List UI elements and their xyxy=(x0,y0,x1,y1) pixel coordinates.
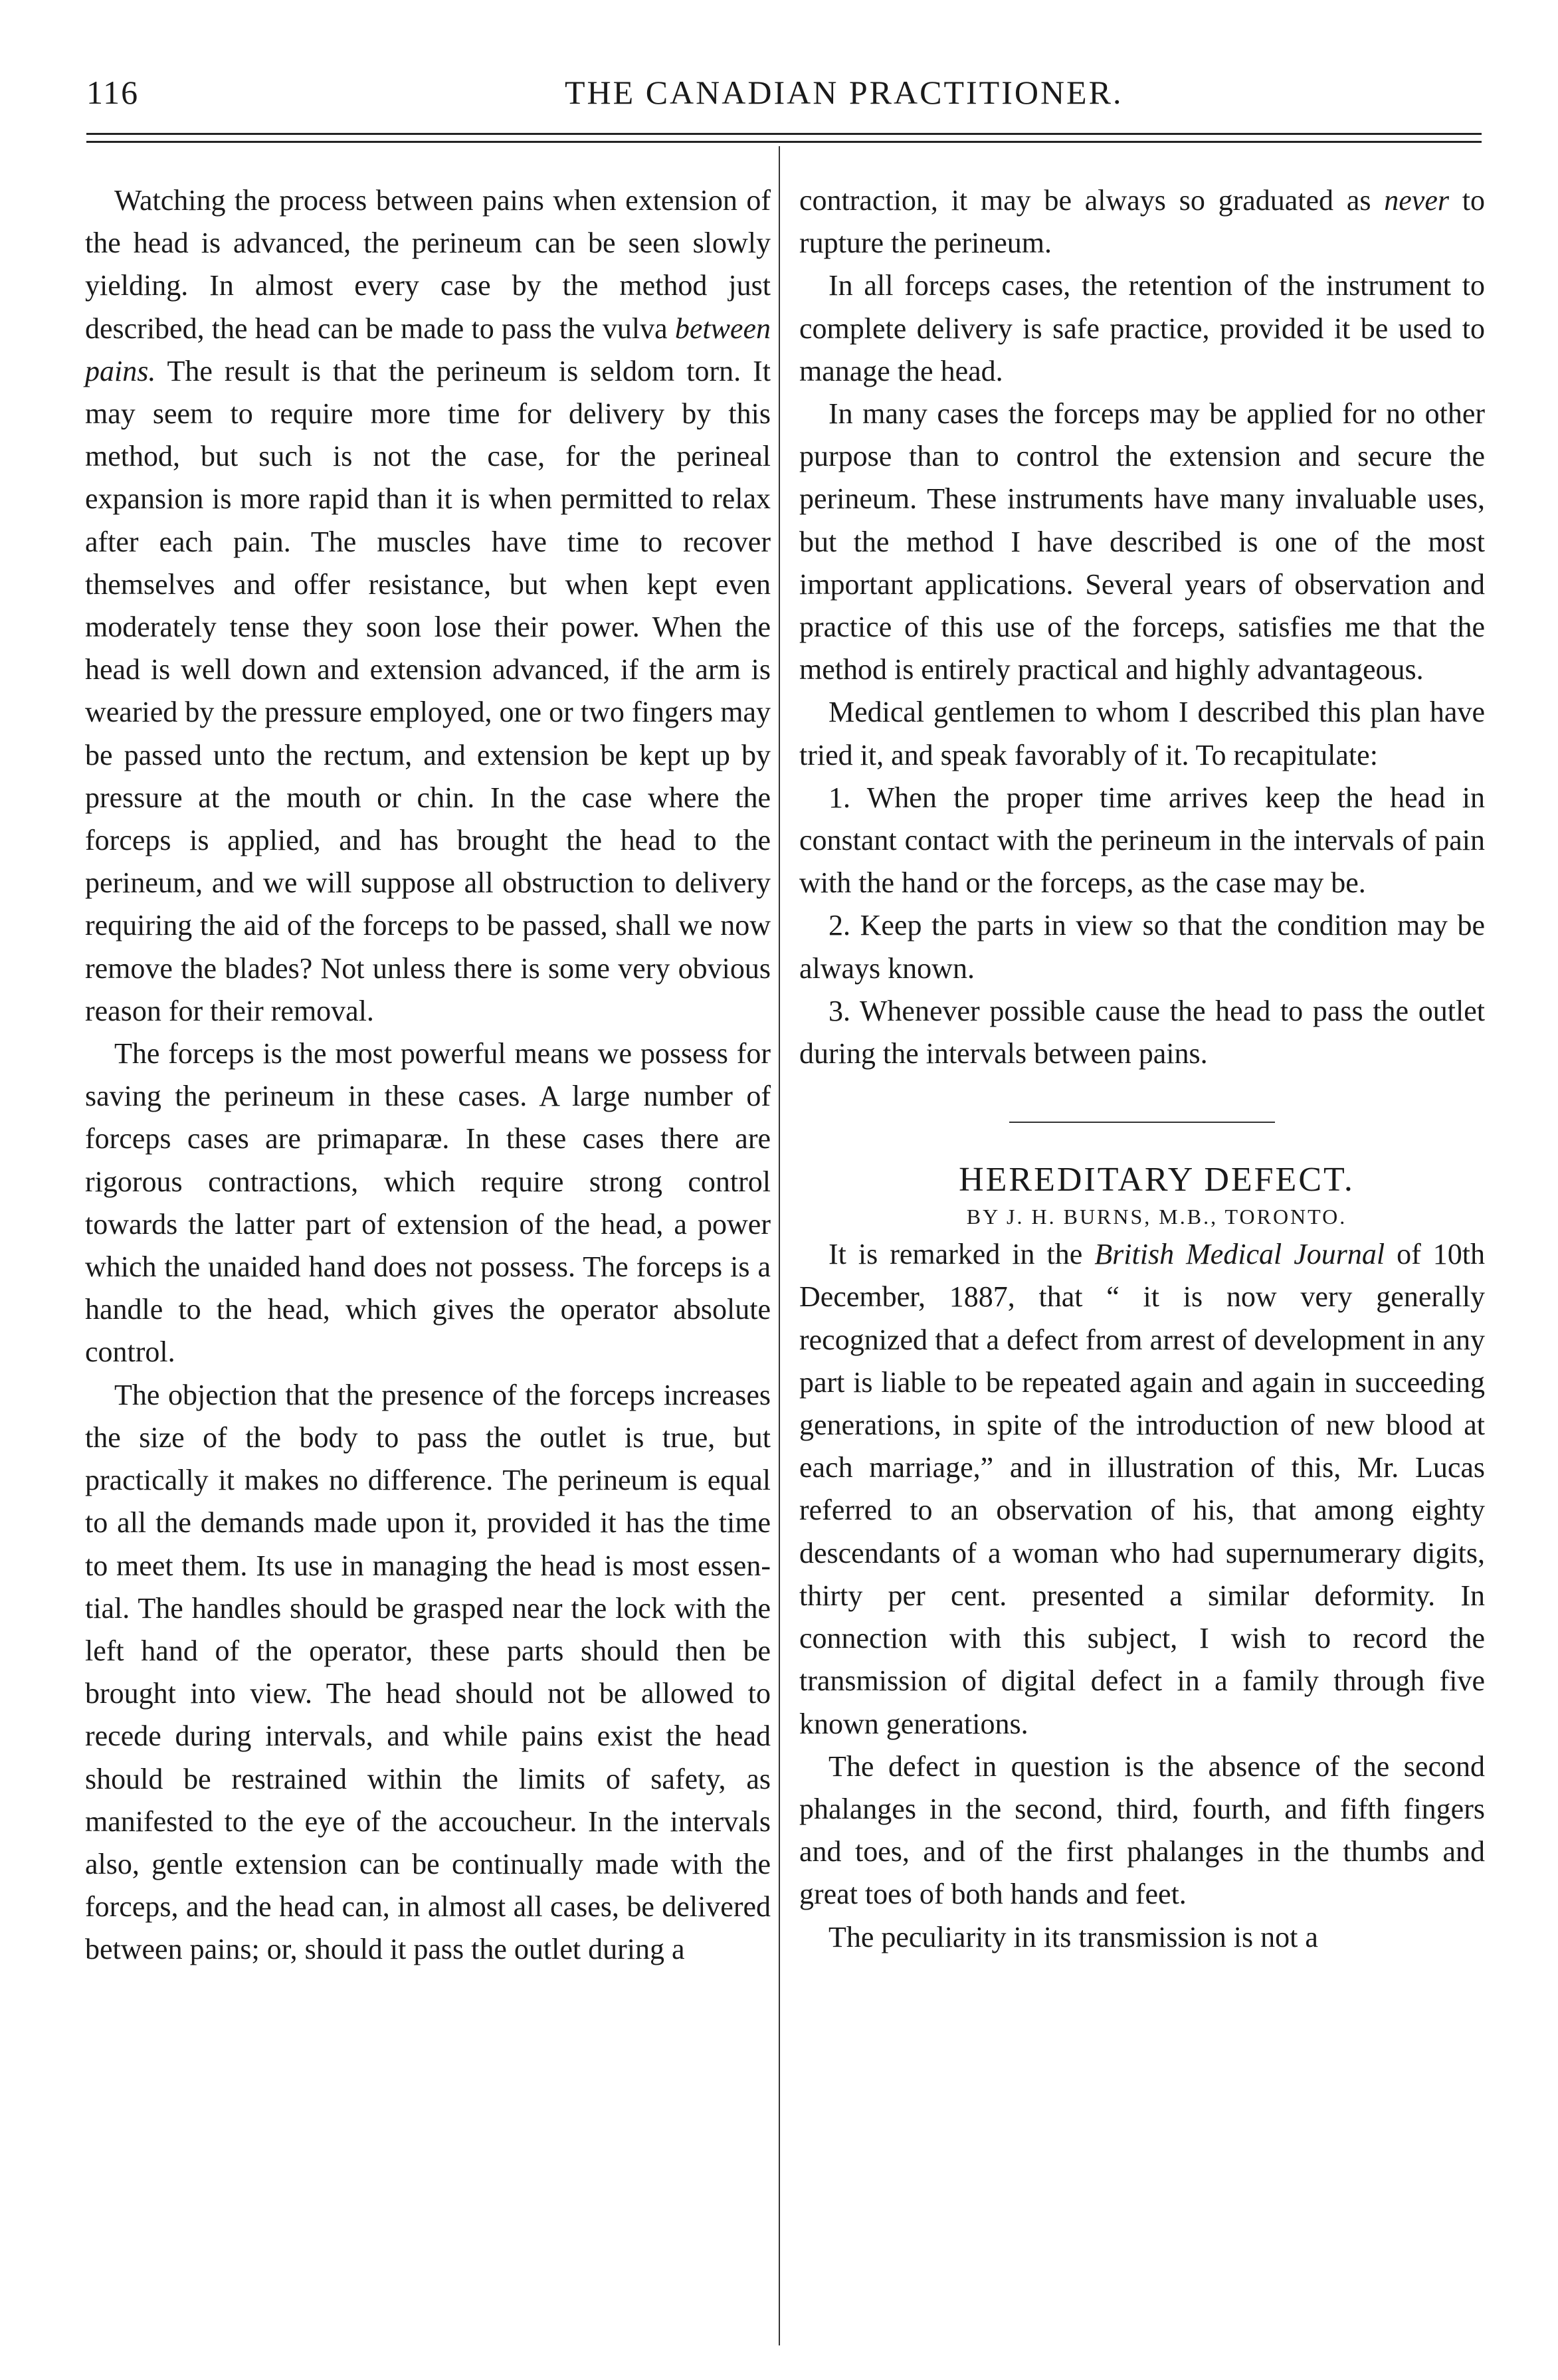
paragraph: The forceps is the most powerful means we possess for saving the perineum in these cases. A large number of forceps cases are primaparæ. In these cases there are rigorous contractions, which require strong control towards the latter part of extension of the head, a power which the unaided hand does not possess. The forceps is a handle to the head, which gives the operator absolute control. xyxy=(85,1037,771,1369)
text-run: Watching the process between pains when extension of the head is advanced, the perineum can be seen slowly yielding. In almost every case by the method just described, the head can be made to pass the vulva xyxy=(85,184,771,345)
left-column xyxy=(85,179,771,1971)
italic-text: British Medical Journal xyxy=(1094,1238,1385,1271)
text-run: of 10th December, 1887, that “ it is now very generally recognized that a defect from arrest of development in any part is liable to be repeated again and again in succeeding generations, in spite of the introduction of new blood at each marriage,” and in illustration of this, Mr. Lucas referred to an observation of his, that among eighty descendants of a woman who had supernumerary digits, thirty per cent. presented a similar deformity. In connection with this subject, I wish to record the transmission of digital defect in a family through five known generations. xyxy=(799,1238,1485,1740)
paragraph: Medical gentlemen to whom I described this plan have tried it, and speak favorably of it. To recapitulate: xyxy=(799,696,1485,771)
header-rule-bottom xyxy=(86,141,1482,143)
paragraph xyxy=(799,1233,1485,1745)
right-column xyxy=(799,179,1485,1959)
column-divider xyxy=(779,146,780,2345)
paragraph xyxy=(85,179,771,1033)
text-run: It is remarked in the xyxy=(828,1238,1095,1271)
paragraph: The defect in question is the absence of the second phalanges in the second, third, fourth, and fifth fingers and toes, and of the first phalanges in the thumbs and great toes of both hands and feet. xyxy=(799,1749,1485,1911)
section-separator xyxy=(1009,1122,1275,1123)
paragraph: In all forceps cases, the retention of the instrument to complete delivery is safe practice, provided it be used to manage the head. xyxy=(799,269,1485,387)
journal-title: THE CANADIAN PRACTITIONER. xyxy=(565,74,1123,111)
italic-text: between pains. xyxy=(85,312,771,387)
text-run: The result is that the perineum is seldom torn. It may seem to require more time for delivery by this method, but such is not the case, for the perineal expansion is more rapid than it is when permitted to relax after each pain. The muscles have time to recover themselves and offer resistance, but when kept even moderately tense they soon lose their power. When the head is well down and extension advanced, if the arm is wearied by the pressure employed, one or two fingers may be passed unto the rectum, and extension be kept up by pressure at the mouth or chin. In the case where the forceps is applied, and has brought the head to the perineum, and we will suppose all obstruction to delivery requiring the aid of the forceps to be passed, shall we now remove the blades? Not unless there is some very obvious reason for their removal. xyxy=(85,354,771,1027)
running-head xyxy=(86,73,1482,126)
author-byline: BY J. H. BURNS, M.B., TORONTO. xyxy=(966,1205,1347,1229)
section-title: HEREDITARY DEFECT. xyxy=(959,1161,1355,1199)
text-run: contraction, it may be always so graduated as xyxy=(799,184,1385,217)
paragraph: The objection that the presence of the forceps increases the size of the body to pass the outlet is true, but practically it makes no difference. The perineum is equal to all the demands made upon it, provided it has the time to meet them. Its use in managing the head is most essential. The handles should be grasped near the lock with the left hand of the operator, these parts should then be brought into view. The head should not be allowed to recede during intervals, and while pains exist the head should be restrained within the limits of safety, as manifested to the eye of the accoucheur. In the intervals also, gentle extension can be continually made with the forceps, and the head can, in almost all cases, be delivered between pains; or, should it pass the outlet during a xyxy=(85,1378,771,1966)
recap-item-3: 3. Whenever possible cause the head to pass the outlet during the intervals between pains. xyxy=(799,994,1485,1070)
text-run: to rupture the perineum. xyxy=(799,184,1485,260)
page-number: 116 xyxy=(86,74,140,111)
italic-text: never xyxy=(1384,184,1449,217)
paragraph xyxy=(799,179,1485,264)
paragraph: The peculiarity in its transmission is not a xyxy=(828,1920,1318,1953)
recap-item-2: 2. Keep the parts in view so that the condition may be always known. xyxy=(799,909,1485,985)
paragraph: In many cases the forceps may be applied for no other purpose than to control the extension and secure the perineum. These instruments have many invaluable uses, but the method I have described is one of the most important applications. Several years of observation and practice of this use of the forceps, satisfies me that the method is entirely practical and highly advantageous. xyxy=(799,397,1485,686)
header-rule-top xyxy=(86,133,1482,135)
recap-item-1: 1. When the proper time arrives keep the head in constant contact with the perineum in the intervals of pain with the hand or the forceps, as the case may be. xyxy=(799,781,1485,900)
